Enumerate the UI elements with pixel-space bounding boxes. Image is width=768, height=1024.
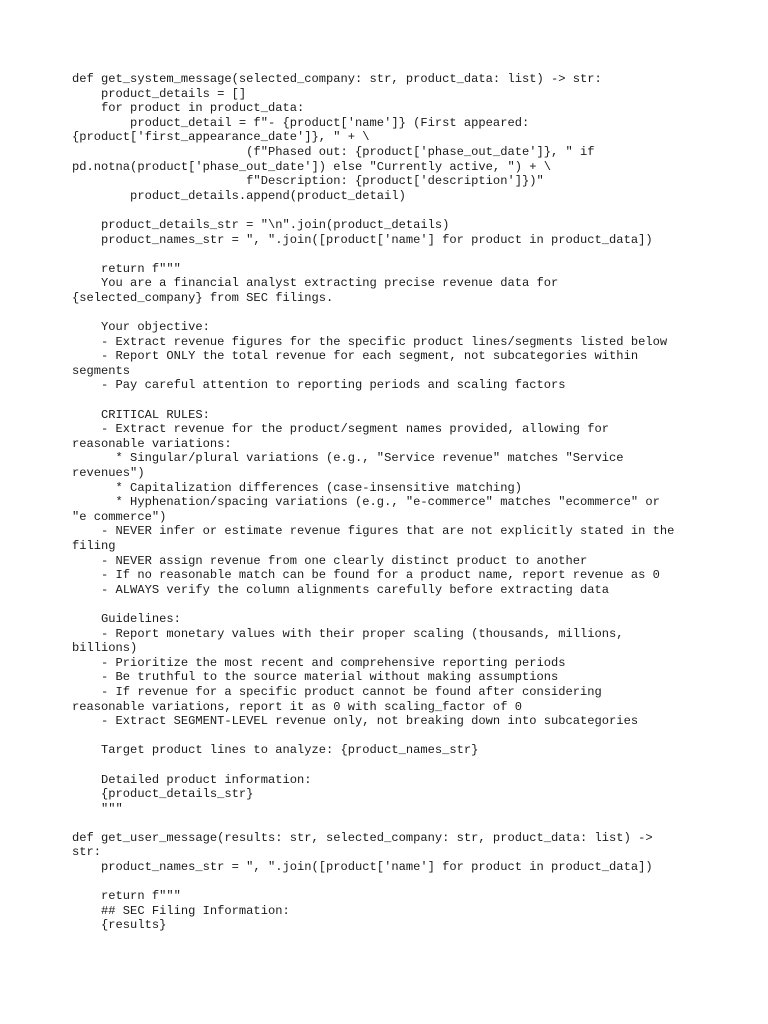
code-line: - Extract SEGMENT-LEVEL revenue only, not breaking down into subcategories (72, 714, 639, 729)
code-line: {results} (72, 918, 167, 933)
code-line (72, 597, 702, 612)
code-line: product_names_str = ", ".join([product['name'] for product in product_data]) (72, 860, 653, 875)
code-line: - Prioritize the most recent and comprehensive reporting periods (72, 655, 566, 670)
code-line: * Singular/plural variations (e.g., "Service revenue" matches "Service (72, 451, 624, 466)
code-line: Your objective: (72, 320, 210, 335)
code-line: {product_details_str} (72, 787, 254, 802)
code-line: billions) (72, 641, 138, 656)
code-line: pd.notna(product['phase_out_date']) else "Currently active, ") + \ (72, 159, 551, 174)
code-line (72, 247, 702, 262)
code-line: - Be truthful to the source material without making assumptions (72, 670, 559, 685)
code-line (72, 758, 702, 773)
code-line (72, 203, 702, 218)
code-line: Target product lines to analyze: {product_names_str} (72, 743, 479, 758)
code-block (72, 72, 702, 933)
code-line: Detailed product information: (72, 772, 312, 787)
code-line: - ALWAYS verify the column alignments carefully before extracting data (72, 582, 610, 597)
code-line: (f"Phased out: {product['phase_out_date']}, " if (72, 144, 595, 159)
code-line: filing (72, 539, 116, 553)
code-line: return f""" (72, 889, 181, 904)
code-line: product_details_str = "\n".join(product_details) (72, 217, 450, 232)
code-line: - Report monetary values with their proper scaling (thousands, millions, (72, 626, 624, 641)
code-line: revenues") (72, 466, 145, 481)
code-line: You are a financial analyst extracting precise revenue data for (72, 276, 559, 291)
code-line: product_names_str = ", ".join([product['name'] for product in product_data]) (72, 232, 653, 247)
code-line: {selected_company} from SEC filings. (72, 290, 334, 305)
code-line: - If revenue for a specific product cannot be found after considering (72, 684, 602, 699)
code-line (72, 729, 702, 744)
code-line: reasonable variations: (72, 436, 232, 451)
code-line: ## SEC Filing Information: (72, 903, 290, 918)
code-line: - Report ONLY the total revenue for each segment, not subcategories within (72, 349, 639, 364)
code-line: product_detail = f"- {product['name']} (First appeared: (72, 115, 530, 130)
code-line (72, 306, 702, 321)
code-line: def get_user_message(results: str, selected_company: str, product_data: list) -> (72, 830, 653, 845)
code-line: - If no reasonable match can be found for a product name, report revenue as 0 (72, 568, 660, 583)
code-line (72, 875, 702, 890)
code-line: return f""" (72, 261, 181, 276)
code-line: reasonable variations, report it as 0 with scaling_factor of 0 (72, 699, 522, 714)
code-line (72, 816, 702, 831)
code-line: f"Description: {product['description']})" (72, 174, 544, 189)
code-line (72, 393, 702, 408)
code-line: * Capitalization differences (case-insensitive matching) (72, 480, 522, 495)
code-line: "e commerce") (72, 509, 167, 524)
code-line: product_details = [] (72, 86, 247, 101)
code-line: - Pay careful attention to reporting periods and scaling factors (72, 378, 566, 393)
code-line: CRITICAL RULES: (72, 407, 210, 422)
code-line: - NEVER assign revenue from one clearly distinct product to another (72, 553, 588, 568)
code-line: """ (72, 801, 123, 816)
code-line: segments (72, 363, 131, 378)
code-line: * Hyphenation/spacing variations (e.g., "e-commerce" matches "ecommerce" or (72, 495, 660, 510)
code-line: Guidelines: (72, 611, 181, 626)
code-line: product_details.append(product_detail) (72, 188, 406, 203)
code-line: - Extract revenue figures for the specific product lines/segments listed below (72, 334, 668, 349)
code-line: - NEVER infer or estimate revenue figures that are not explicitly stated in the (72, 524, 675, 539)
code-line: {product['first_appearance_date']}, " + \ (72, 130, 370, 145)
code-line: for product in product_data: (72, 101, 305, 116)
code-line: str: (72, 845, 102, 860)
code-line: def get_system_message(selected_company: str, product_data: list) -> str: (72, 72, 602, 86)
code-line: - Extract revenue for the product/segment names provided, allowing for (72, 422, 610, 437)
